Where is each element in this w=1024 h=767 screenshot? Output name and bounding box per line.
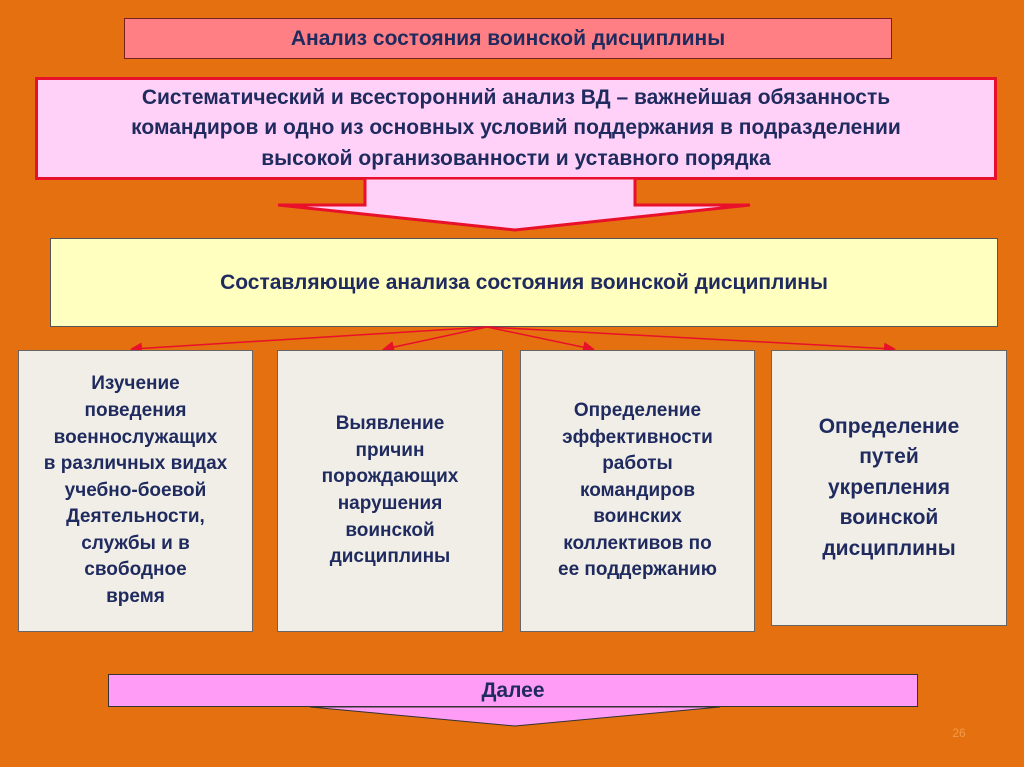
slide-title-text: Анализ состояния воинской дисциплины [290, 26, 726, 50]
connector-line-4 [487, 327, 893, 349]
components-title: Составляющие анализа состояния воинской дисциплины [220, 270, 828, 294]
card-text: Определение эффективности работы командиров воинских коллективов по ее поддержанию [558, 399, 717, 581]
intro-text: Систематический и всесторонний анализ ВД – важнейшая обязанность командиров и одно из основных условий поддержания в подразделении высокой организованности и уставного порядка [131, 85, 901, 170]
next-label: Далее [481, 678, 545, 702]
next-button[interactable] [108, 674, 918, 707]
components-box [50, 238, 998, 327]
next-arrow [300, 706, 730, 728]
card-effectiveness [520, 350, 755, 632]
card-causes [277, 350, 503, 632]
slide-title [124, 18, 892, 59]
card-behavior-study [18, 350, 253, 632]
page-number: 26 [952, 726, 966, 740]
card-text: Выявление причин порождающих нарушения воинской дисциплины [321, 413, 459, 568]
down-arrow-main [270, 178, 760, 233]
intro-box [35, 77, 997, 180]
card-text: Определение путей укрепления воинской дисциплины [818, 414, 960, 560]
card-text: Изучение поведения военнослужащих в различных видах учебно-боевой Деятельности, службы и в свободное время [43, 373, 228, 608]
card-strengthening [771, 350, 1007, 626]
